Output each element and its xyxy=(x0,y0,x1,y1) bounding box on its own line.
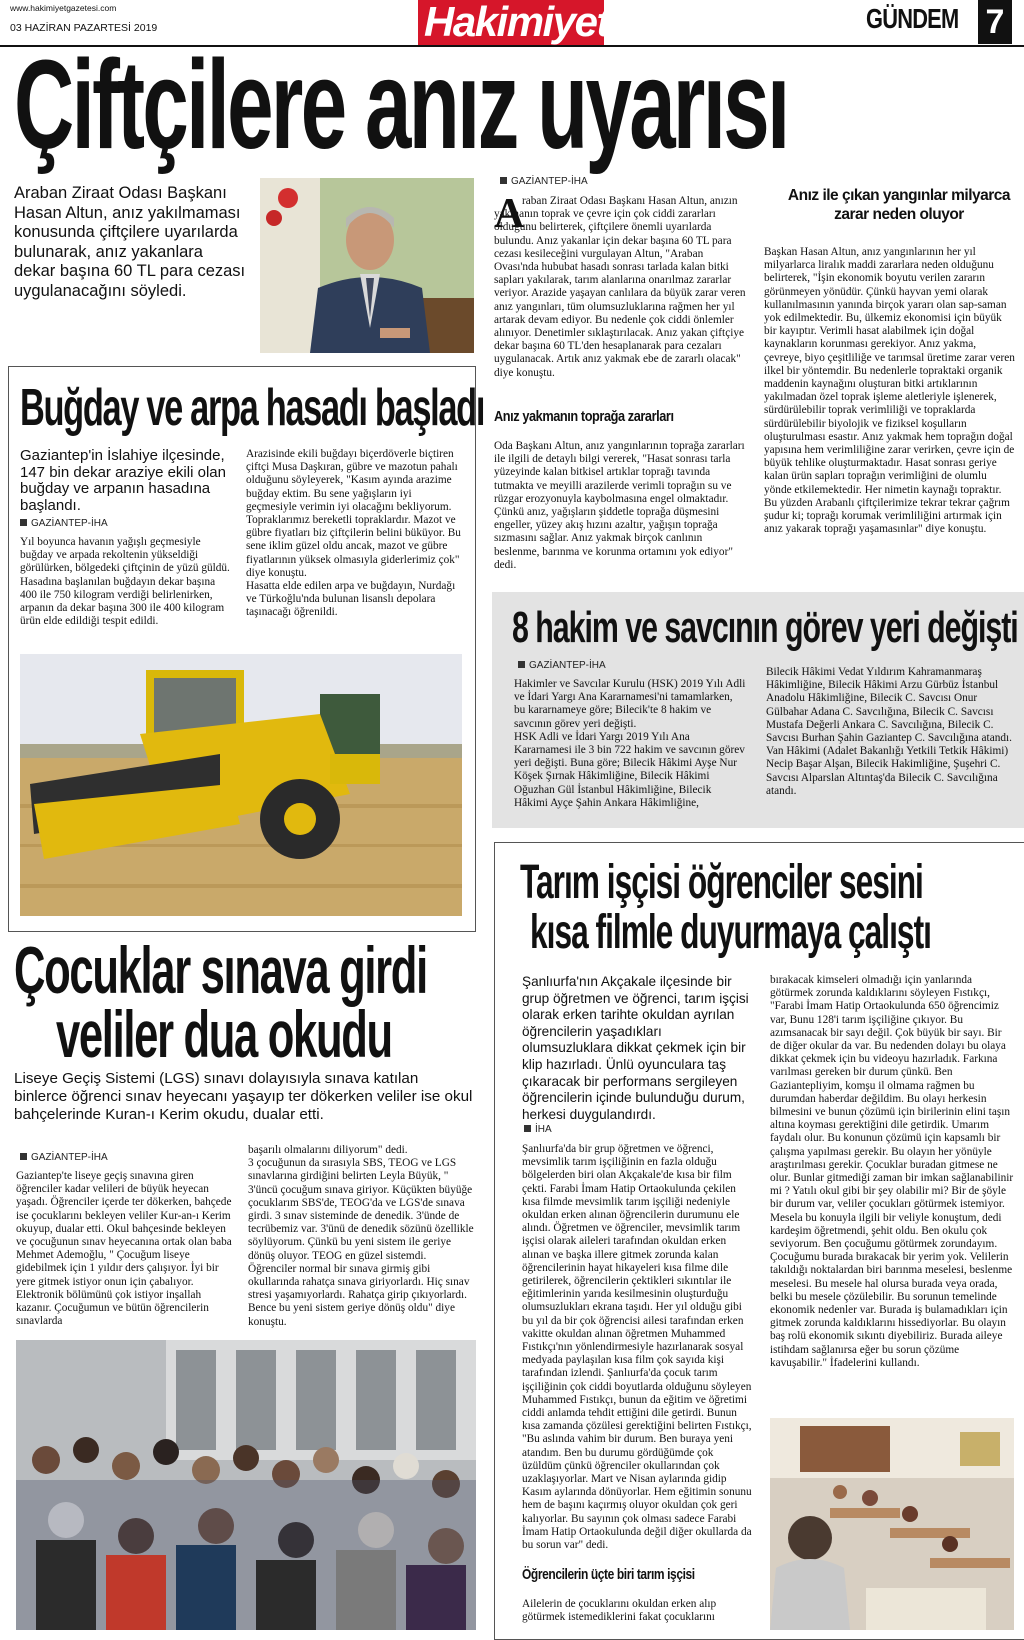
article5-lead: Şanlıurfa'nın Akçakale ilçesinde bir grup öğretmen ve öğrenci, tarım işçisi olarak erken tarihte okuldan ayrılan öğrencilerin yaşadıkları olumsuzluklara dikkat çekmek için bir klip hazırladı. Ünlü oyunculara taş çıkaracak bir performans sergileyen öğrencilerin içinde bulunduğu durum, herkesi duygulandırdı. xyxy=(522,974,749,1122)
article3-agency: GAZİANTEP-İHA xyxy=(518,660,606,671)
article2-agency: GAZİANTEP-İHA xyxy=(20,518,108,529)
farmer-portrait-illustration xyxy=(260,178,474,353)
article1-body-col1b: Oda Başkanı Altun, anız yangınlarının toprağa zararları ile ilgili de detaylı bilgi vererek, "Hasat sonrası tarla yüzeyinde kalan bitkisel artıklar toprağı tavında tutmakta ve meyilli arazilerde verimli toprağın su ve rüzgar erozyonuyla kaybolmasına engel olmaktadır. Çünkü anız, yağışların şiddetle toprağa düşmesini engeller, yüzey akış hızını azaltır, yağışın toprağa sızmasını sağlar. Anız yakmak birçok canlının beslenme, barınma ve korunma ortamını yok ediyor" dedi. xyxy=(494,440,745,571)
article2-photo xyxy=(20,654,462,916)
article1-agency: GAZİANTEP-İHA xyxy=(500,176,588,187)
article1-lead: Araban Ziraat Odası Başkanı Hasan Altun, anız yakılmaması konusunda çiftçilere uyarılarda bulunarak, anız yakanlara dekar başına 60 TL para cezası uygulanacağını söyledi. xyxy=(14,184,246,300)
article1-dropcap: A xyxy=(494,191,525,237)
article1-headline: Çiftçilere anız uyarısı xyxy=(14,34,788,175)
article5-body-col2: bırakacak kimseleri olmadığı için yanlarında götürmek zorunda kaldıklarını söyleyen Fıstıkçı, "Farabi İmam Hatip Ortaokulunda 650 öğrencimiz var, Bunu 128'i tarım işçiliğine çıkıyor. Bu azımsanacak bir sayı değil. Çok büyük bir sayı. Bir de diğer okular da var. Bu nedenden dolayı bu olaya dikkat çekmek için bu videoyu hazırladık. Farkına varılması gereken bir durum çünkü. Ben Gaziantepliyim, komşu il olmama rağmen bu durumdan haberdar değildim. Bu olayı herkesin bilmesini ve bunun çözümü için birilerinin elini taşın altına koyması gerektiğini dile getirdik. Umarım faydalı olur. Bu konunun çözümü için kapsamlı bir çalışma yapılması gerekir. Bu olayın her yönüyle araştırılması gerekir. Çocuklar buradan gitmese ne olur. Bunlar gitmediği zaman bir imkan sağlanabilinir mi ? Yatılı okul gibi bir şey olabilir mi? Bir de şöyle bir durum var, veliler çocukları götürmek istemiyor. Mesela bu konuyla ilgili bir veliyle konuştum, dedi kardeşim öğretmendi, şehit oldu. Ben okulu çok seviyorum. Ben çocuğumu götürmek zorundayım. Çocuğumu burada bırakacak bir yerim yok. Velilerin takıldığı noktalardan biri barınma meselesi, beslenme meselesi. Bu mesele hal olursa burada veya orada, belki bu mesele çözülebilir. Bu sorunun temelinde ekonomik nedenler var. Burada iş bulamadıkları için gitmek zorunda kaldıklarını hissediyorlar. Bu olayın baş rolü ekonomik sıkıntı diyebiliriz. Burada aileye istihdam sağlanırsa eğer bu sorun çözüme kavuşabilir." İfadelerini kullandı. xyxy=(770,974,1014,1369)
article1-body-col2: Başkan Hasan Altun, anız yangınlarının her yıl milyarlarca liralık maddi zararlara neden olduğunu belirterek, "İşin ekonomik boyutu verilen zararın görünmeyen yönüdür. Çünkü hayvan yemi olarak kullanılmasının yanında birçok yararı olan sap-saman yok edilmektedir. Bu, ülkemiz ekonomisi için büyük bir kayıptır. Verimli hasat alabilmek için doğal kaynakların korunması gerekiyor. Anız yakma, çevreye, biyo çeşitliliğe ve tarımsal üretime zarar veren ilkel bir yöntemdir. Bu nedenlerle topraktaki organik maddenin kaynağını oluşturan bitki artıklarının yakılmadan özel toprak işleme aletleriyle işlenerek, sürdürülebilir toprak verimliliği ve topraklarda sürdürülebilir biyolojik ve fiziksel koşulların oluşturulması esastır. Anız yakmak hem toprağın doğal yapısına hem verimliliğine zarar verirken, çevre için de büyük tehlike oluşturmaktadır. Hasat sonrası geriye kalan ürün sapları toprağın verimliğini de olumlu yönde etkilemektedir. Her nimetin kaynağı topraktır. Bu yüzden Arabanlı çiftçilerimize tekrar tekrar çağrım şudur ki; toprağı korumak verimliliğini artırmak için anız yakarak toprağı yaşamasınlar" diye konuştu. xyxy=(764,246,1015,536)
article5-body-col1-tail: Ailelerin de çocuklarını okuldan erken alıp götürmek istemediklerini fakat çocuklarını xyxy=(522,1598,717,1624)
article2-lead: Gaziantep'in İslahiye ilçesinde, 147 bin dekar araziye ekili olan buğday ve arpanın hasadına başlandı. xyxy=(20,447,226,514)
article4-lead: Liseye Geçiş Sistemi (LGS) sınavı dolayısıyla sınava katılan binlerce öğrenci sınav heyecanı yaşayıp ter dökerken veliler ise okul bahçelerinde Kuran-ı Kerim okudu, dualar etti. xyxy=(14,1070,473,1123)
page-number: 7 xyxy=(978,0,1012,44)
crowd-of-parents-illustration xyxy=(16,1340,476,1630)
article4-headline-line1: Çocuklar sınava girdi xyxy=(14,933,427,1007)
article1-subhead2: Anız ile çıkan yangınlar milyarca zarar neden oluyor xyxy=(787,187,1011,223)
article5-headline-line1: Tarım işçisi öğrenciler sesini xyxy=(520,856,923,909)
article4-body-col2: başarılı olmalarını diliyorum" dedi. 3 çocuğunun da sırasıyla SBS, TEOG ve LGS sınavlarına girdiğini belirten Leyla Büyük, " 3'üncü çocuğum sınava giriyor. Küçükten büyüğe çocuklarım SBS'de, TEOG'da ve LGS'de sınava girdi. 3 sınav sisteminde de denedik. 3'ünde de tecrübemiz var. 3'ünü de denedik sözünü özellikle söylüyorum. Çünkü bu yeni sistem ile geriye dönüş oluyor. TEOG en güzel sistemdi. Öğrenciler normal bir sınava girmiş gibi okullarında rahatça sınava giriyorlardı. Hiç sınav stresi yaşamıyorlardı. Rahatça girip çıkıyorlardı. Bence bu yeni sistem geriye dönüş oldu" diye konuştu. xyxy=(248,1144,474,1328)
article2-headline: Buğday ve arpa hasadı başladı xyxy=(20,379,485,437)
article5-subhead: Öğrencilerin üçte biri tarım işçisi xyxy=(522,1566,695,1583)
article5-headline-line2: kısa filmle duyurmaya çalıştı xyxy=(530,906,931,959)
section-label: GÜNDEM xyxy=(866,3,959,34)
article1-subhead1: Anız yakmanın toprağa zararları xyxy=(494,408,674,425)
article2-body-col2: Arazisinde ekili buğdayı biçerdöverle biçtiren çiftçi Musa Daşkıran, gübre ve mazotun pahalı olduğunu söyleyerek, "Kasım ayında arazime buğday ektim. Bu sene yağışların iyi geçmesiyle verimin iyi olacağını bekliyorum. Topraklarımız bereketli topraklardır. Mazot ve gübre fiyatları biz çiftçilerin belini büküyor. Bu sene iklim güzel oldu ancak, mazot ve gübre fiyatlarının yüksek olmasıyla giderlerimiz çok" diye konuştu. Hasatta elde edilen arpa ve buğdayın, Nurdağı ve Türkoğlu'nda bulunan lisanslı depolara taşınacağı öğrenildi. xyxy=(246,448,461,619)
article3-headline: 8 hakim ve savcının görev yeri değişti xyxy=(512,603,1018,652)
article5-photo xyxy=(770,1418,1014,1630)
article2-body-col1: Yıl boyunca havanın yağışlı geçmesiyle buğday ve arpada rekoltenin yükseldiği görülürken, bölgedeki çiftçinin de yüzü güldü. Hasadına başlanılan buğdayın dekar başına 400 ile 750 kilogram verdiği belirlenirken, arpanın da dekar başına 300 ile 400 kilogram ürün elde edildiği tespit edildi. xyxy=(20,536,230,628)
article3-body-col2: Bilecik Hâkimi Vedat Yıldırım Kahramanmaraş Hâkimliğine, Bilecik Hâkimi Arzu Gürbüz İstanbul Anadolu Hâkimliğine, Bilecik C. Savcısı Onur Gülbahar Adana C. Savcılığına, Bilecik C. Savcısı Mustafa Değerli Ankara C. Savcılığına, Bilecik C. Savcısı Burhan Şahin Gaziantep C. Savcılığına atandı. Van Hâkimi (Adalet Bakanlığı Yetkili Tetkik Hâkimi) Necip Başar Alşan, Bilecik Hakimliğine, Şuşehri C. Savcısı Alparslan Altıntaş'da Bilecik C. Savcılığına atandı. xyxy=(766,666,1012,797)
article5-body-col1: Şanlıurfa'da bir grup öğretmen ve öğrenci, mevsimlik tarım işçiliğinin en fazla olduğu bölgelerden biri olan Akçakale'de kısa bir film çekti. Farabi İmam Hatip Ortaokulunda çekilen kısa filmde mevsimlik tarım işçiliği nedeniyle okuldan erken alınan öğrencilerin durumunu ele alındı. Öğretmen ve öğrenciler, mevsimlik tarım işçisi olarak aileleri tarafından okuldan erken alınan ve başka illere gitmek zorunda kalan öğrencilerinin hayat hikayeleri kısa filme dile getirilerek, öğrencilerin çektikleri sıkıntılar ile eğitimlerinin yarıda kesilmesinin oluşturduğu olumsuzlukları ekrana taşıdı. Her yıl olduğu gibi bu yıl da bir çok öğrencisi ailesi tarafından erken vakitte okuldan alınan öğretmen Muhammed Fıstıkçı'nın yönlendirmesiyle hazırlanarak sosyal medyada paylaşılan kısa film çok sayıda kişi tarafından izlendi. Şanlıurfa'da çocuk tarım işçiliğinin çok ciddi boyutlarda olduğunu söyleyen Muhammed Fıstıkçı, bunun da eğitim ve öğretimi ciddi anlamda tehdit ettiğini dile getirdi. Bunun kısa zamanda çözülesi gerektiğini belirten Fıstıkçı, "Bu aslında vahim bir durum. Ben buraya yeni atandım. Ben bu durumu gördüğümde çok üzüldüm çünkü öğrenciler okullarından çok uzaklaşıyorlar. Mart ve Nisan aylarında gidip Kasım aylarında dönüyorlar. Hem eğitimin sonunu hem de başını kaçırmış oluyor okuldan çok geri kalıyorlar. Bu sayının çok olması sadece Farabi İmam Hatip Ortaokulunda değil diğer okullarda da bu sorun var" dedi. xyxy=(522,1143,752,1551)
classroom-illustration xyxy=(770,1418,1014,1630)
issue-date: 03 HAZİRAN PAZARTESİ 2019 xyxy=(10,22,158,34)
article4-headline-line2: veliler dua okudu xyxy=(56,997,392,1071)
article4-agency: GAZİANTEP-İHA xyxy=(20,1152,108,1163)
article1-photo xyxy=(260,178,474,353)
logo-text: Hakimiyet xyxy=(424,0,609,45)
website-url[interactable]: www.hakimiyetgazetesi.com xyxy=(10,3,117,13)
combine-harvester-illustration xyxy=(20,654,462,916)
article3-body-col1: Hakimler ve Savcılar Kurulu (HSK) 2019 Yılı Adli ve İdari Yargı Ana Kararnamesi'ni tamamlarken, bu kararnameye göre; Bilecik'te 8 hakim ve savcının görev yeri değişti. HSK Adli ve İdari Yargı 2019 Yılı Ana Kararnamesi ile 3 bin 722 hakim ve savcının görev yeri değişti. Buna göre; Bilecik Hâkimi Ayşe Nur Köşek Şırnak Hâkimliğine, Bilecik Hâkimi Oğuzhan Gül İstanbul Hâkimliğine, Bilecik Hâkimi Ayçe Şahin Ankara Hâkimliğine, xyxy=(514,678,746,809)
article4-body-col1: Gaziantep'te liseye geçiş sınavına giren öğrenciler kadar velileri de büyük heyecan yaşadı. Öğrenciler içerde ter dökerken, bahçede ise çocuklarını bekleyen veliler Kur-an-ı Kerim okuyup, dualar etti. Okul bahçesinde bekleyen ve çocuğunun sınav heyecanına ortak olan baba Mehmet Ademoğlu, " Çocuğum liseye gidebilmek için 1 yıldır ders çalışıyor. İyi bir yere gitmek istiyor onun için çabalıyor. Elektronik bölümünü çok istiyor inşallah kazanır. Çocuğumun ve bütün öğrencilerin sınavlarda xyxy=(16,1170,232,1328)
article1-body-col1: raban Ziraat Odası Başkanı Hasan Altun, anızın yakmanın toprak ve çevre için çok ciddi zararları olduğunu belirterek, çiftçilere önemli uyarılarda bulundu. Anız yakanlar için dekar başına 60 TL para cezası kesileceğini vurgulayan Altun, "Araban Ovası'nda hububat hasadı sonrası tarlada kalan bitki sapları yakılarak, tarım alanlarına onarılmaz zararlar veriyor. Arazide yaşayan canlılara da büyük zarar veren anız yangınları, tüm olumsuzluklarına rağmen her yıl artarak devam ediyor. Bu nedenle çok ciddi önlemler alınıyor. Denetimler sıklaştırılacak. Anız yakan çiftçiye dekar başına 60 TL'den hesaplanarak para cezaları uygulanacak. Artık anız yakmak ebe de zararlı olacak" diye konuştu. xyxy=(494,195,746,379)
article5-agency: İHA xyxy=(524,1124,552,1135)
article4-photo xyxy=(16,1340,476,1630)
